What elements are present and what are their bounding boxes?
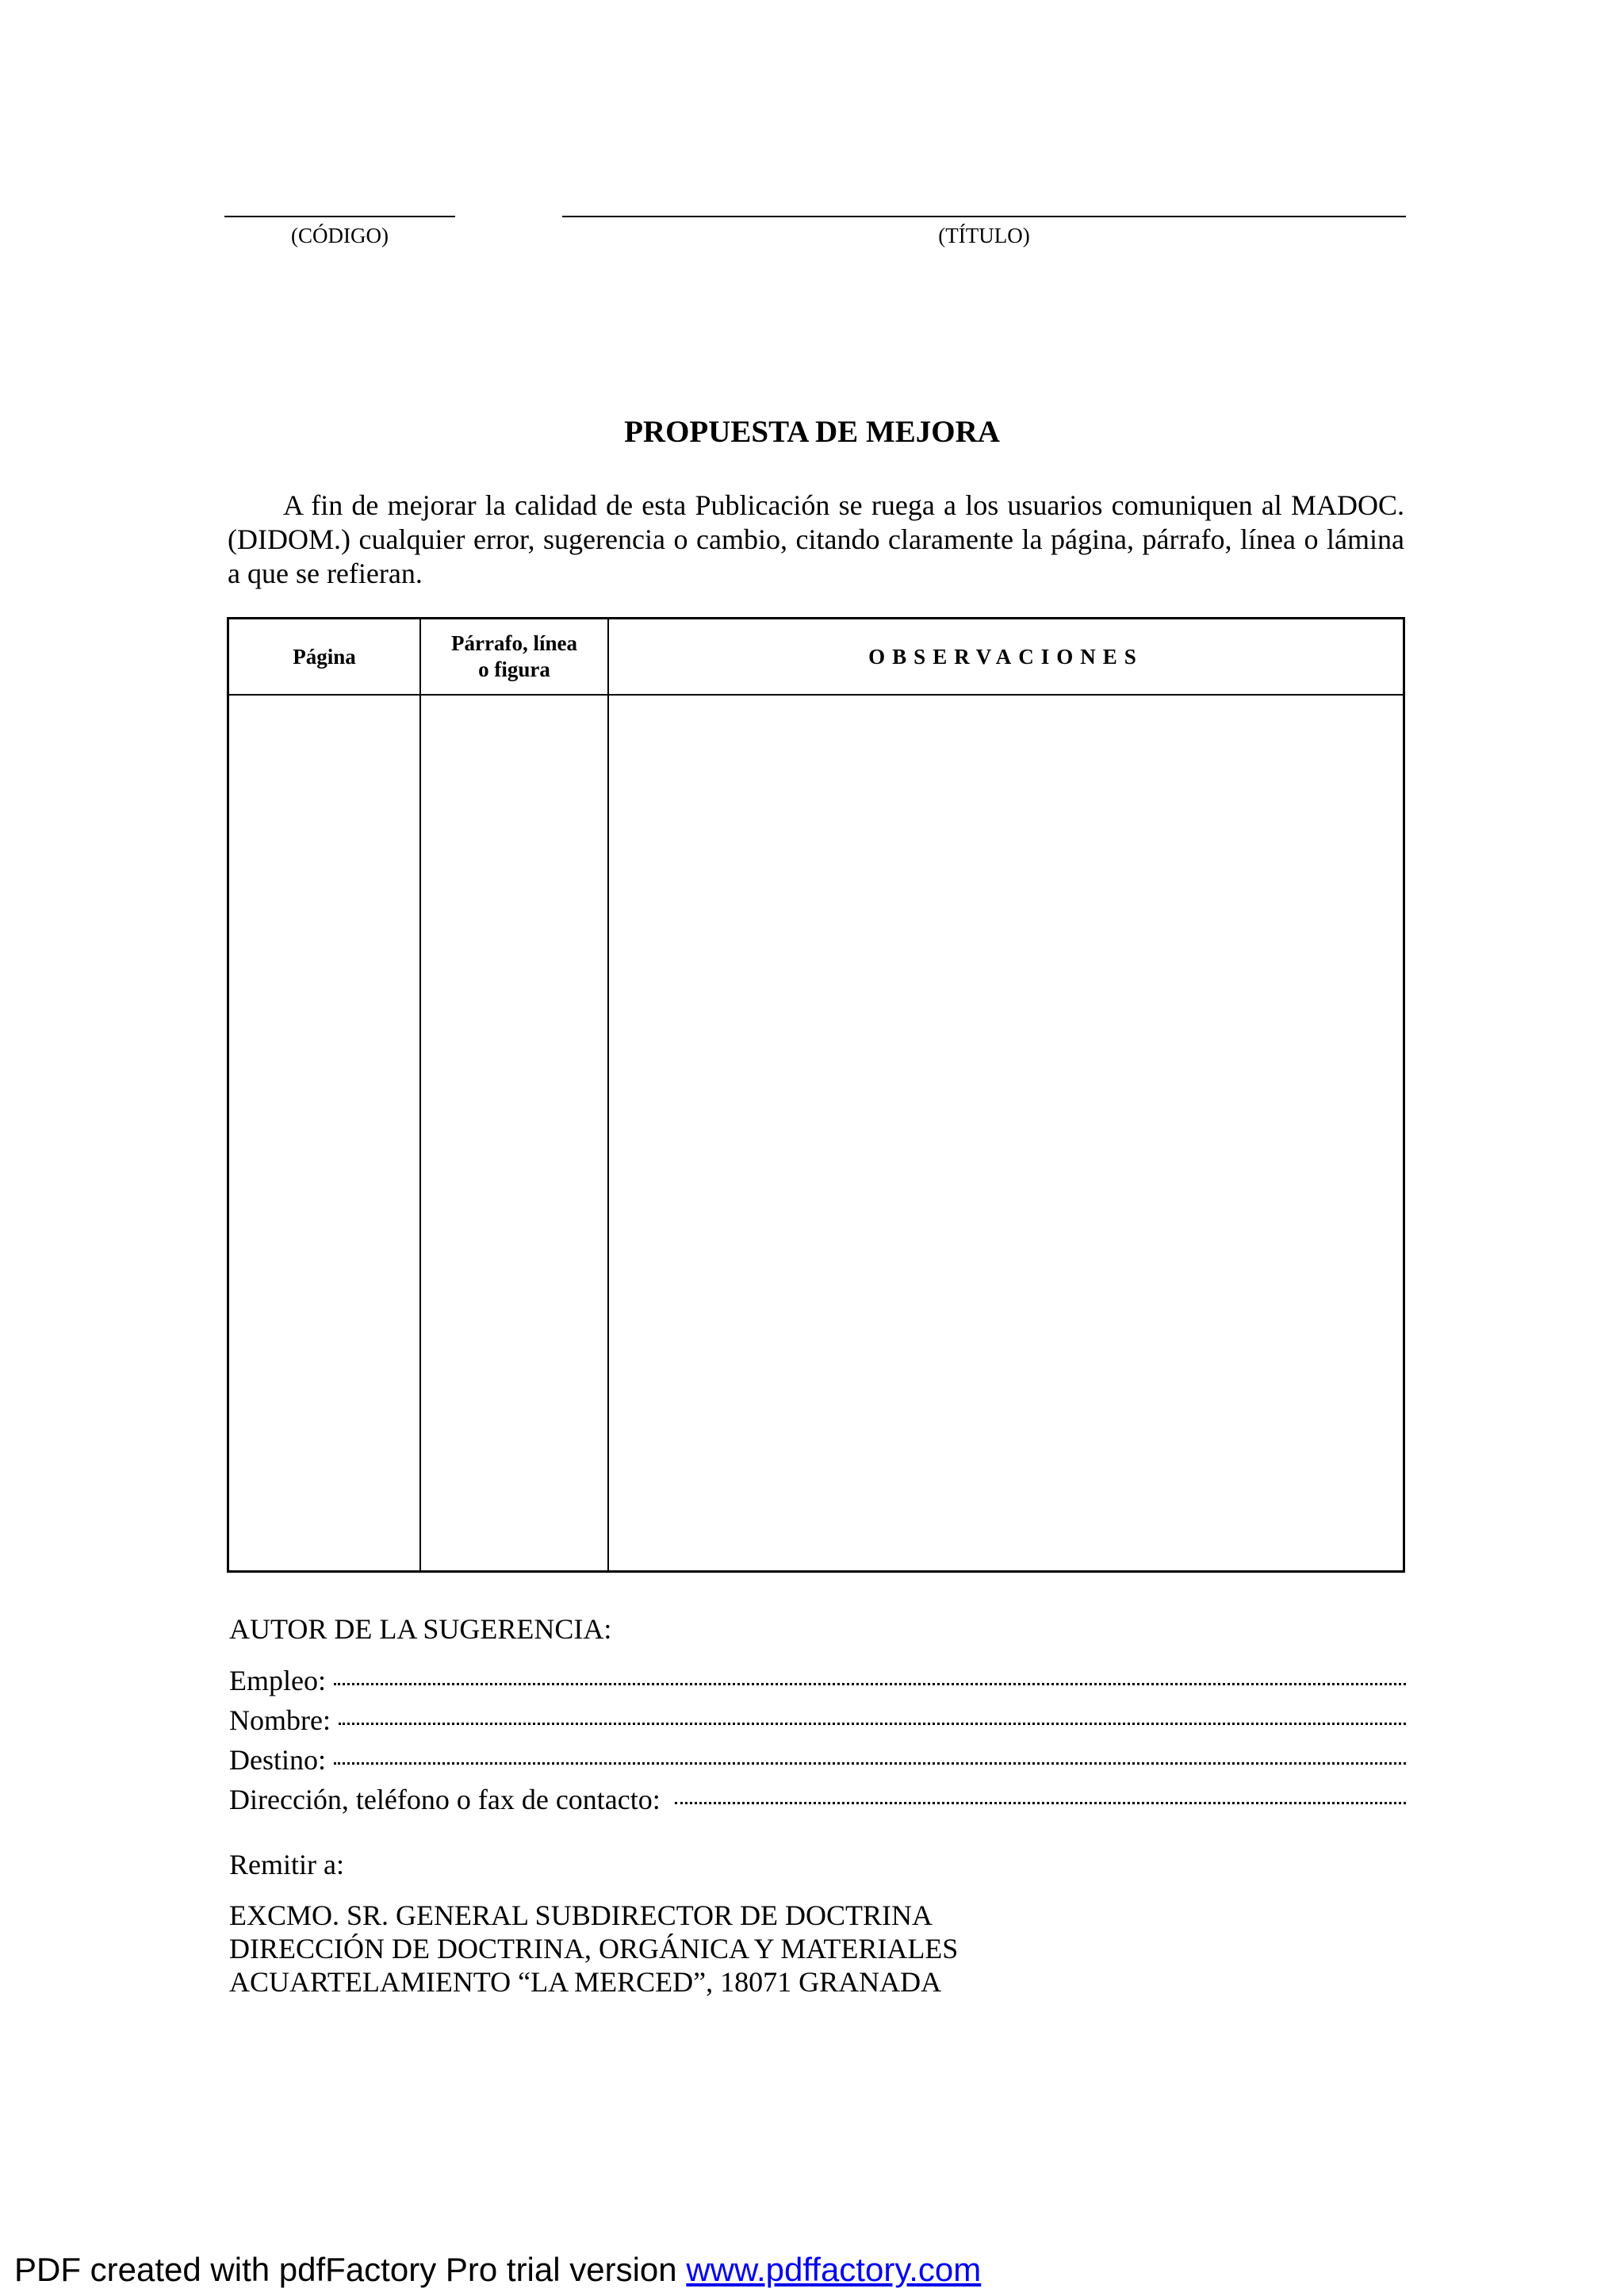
field-contact[interactable] bbox=[229, 1783, 1406, 1818]
field-name-dotted-line[interactable] bbox=[339, 1723, 1406, 1725]
remit-label: Remitir a: bbox=[229, 1849, 344, 1880]
field-employment-dotted-line[interactable] bbox=[334, 1683, 1406, 1685]
document-title: PROPUESTA DE MEJORA bbox=[624, 415, 1000, 449]
field-contact-label: Dirección, teléfono o fax de contacto: bbox=[229, 1784, 661, 1815]
code-blank-line bbox=[224, 216, 455, 217]
field-destination-dotted-line[interactable] bbox=[334, 1762, 1406, 1765]
mailing-address bbox=[229, 1899, 958, 1999]
field-employment-label: Empleo: bbox=[229, 1665, 326, 1696]
column-header-paragraph-line1: Párrafo, línea bbox=[451, 631, 577, 655]
address-line: ACUARTELAMIENTO “LA MERCED”, 18071 GRANADA bbox=[229, 1966, 942, 1998]
field-name[interactable] bbox=[229, 1704, 1406, 1738]
column-header-observations-label: OBSERVACIONES bbox=[868, 644, 1143, 669]
footer-text: PDF created with pdfFactory Pro trial version bbox=[14, 2251, 687, 2288]
page-entry-cell[interactable] bbox=[229, 696, 419, 1570]
pdf-footer bbox=[14, 2251, 981, 2289]
column-header-page bbox=[229, 619, 419, 694]
intro-paragraph: A fin de mejorar la calidad de esta Publicación se ruega a los usuarios comuniquen al MADOC. (DIDOM.) cualquier error, sugerencia o cambio, citando claramente la página, párrafo, línea o lámina a que se refieran. bbox=[228, 489, 1404, 589]
field-name-label: Nombre: bbox=[229, 1704, 331, 1736]
column-header-page-label: Página bbox=[293, 644, 356, 669]
address-line: DIRECCIÓN DE DOCTRINA, ORGÁNICA Y MATERIALES bbox=[229, 1933, 959, 1964]
field-destination[interactable] bbox=[229, 1743, 1406, 1778]
suggestion-table bbox=[227, 617, 1405, 1573]
field-contact-dotted-line[interactable] bbox=[675, 1802, 1406, 1804]
observations-entry-cell[interactable] bbox=[609, 696, 1403, 1570]
address-line: EXCMO. SR. GENERAL SUBDIRECTOR DE DOCTRINA bbox=[229, 1899, 933, 1931]
paragraph-entry-cell[interactable] bbox=[421, 696, 607, 1570]
title-label: (TÍTULO) bbox=[938, 224, 1030, 247]
field-employment[interactable] bbox=[229, 1664, 1406, 1699]
code-label: (CÓDIGO) bbox=[291, 224, 389, 247]
field-destination-label: Destino: bbox=[229, 1744, 326, 1776]
title-blank-line bbox=[562, 216, 1406, 217]
author-heading: AUTOR DE LA SUGERENCIA: bbox=[229, 1613, 612, 1645]
footer-link[interactable]: www.pdffactory.com bbox=[686, 2251, 982, 2288]
column-header-paragraph-line2: o figura bbox=[478, 657, 550, 681]
column-header-observations bbox=[609, 619, 1403, 694]
column-header-paragraph bbox=[421, 619, 607, 694]
